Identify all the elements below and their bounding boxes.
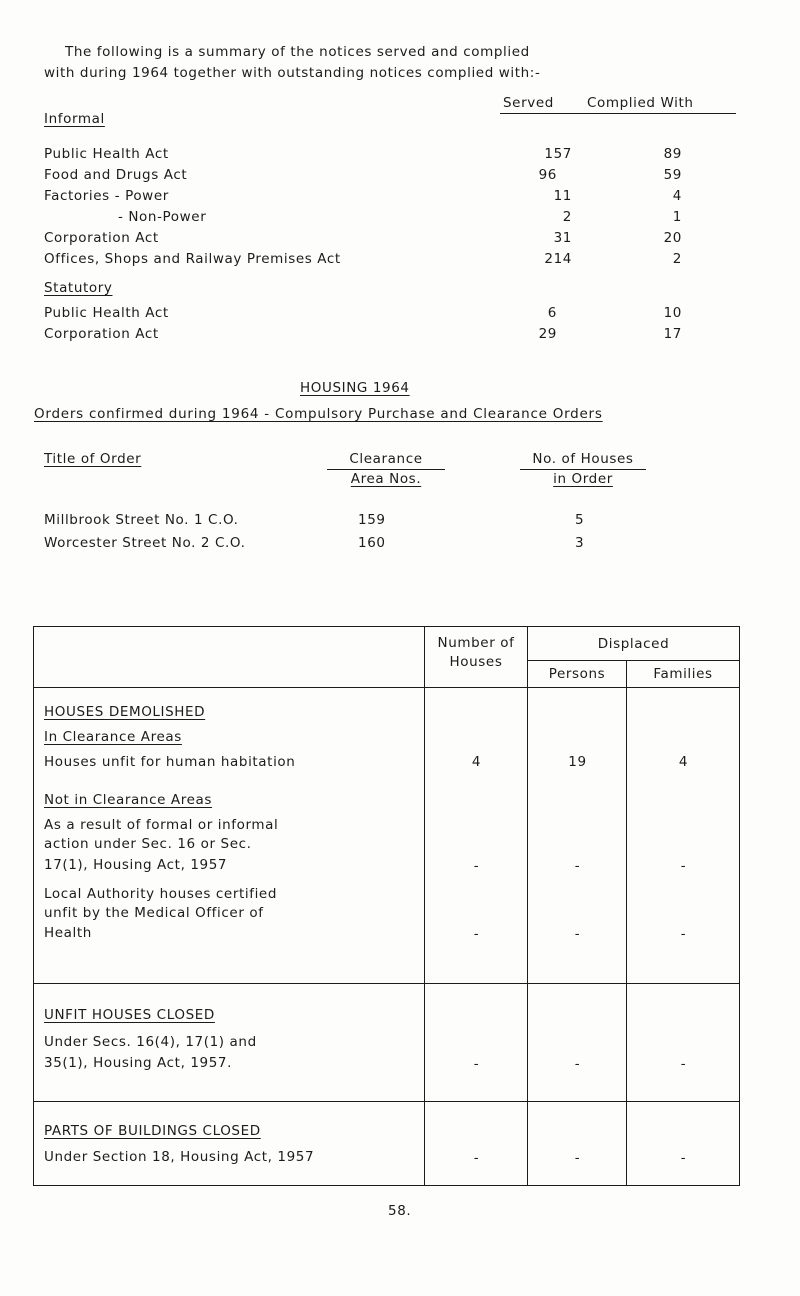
closed-heading: UNFIT HOUSES CLOSED: [44, 1007, 215, 1023]
dash-value: -: [680, 1150, 687, 1166]
notice-complied: 59: [663, 167, 682, 183]
closed-houses-cell: [425, 984, 528, 1102]
dash-value: -: [473, 1056, 480, 1072]
in-clearance-heading: In Clearance Areas: [44, 729, 182, 745]
notice-label: Public Health Act: [44, 146, 169, 162]
unfit-houses-value: 4: [471, 754, 482, 770]
informal-heading: Informal: [44, 111, 105, 127]
notice-label: Public Health Act: [44, 305, 169, 321]
notice-served: 214: [544, 251, 572, 267]
notice-label: - Non-Power: [118, 209, 207, 225]
not-clearance-heading: Not in Clearance Areas: [44, 792, 212, 808]
order-area: 159: [358, 512, 386, 528]
local-line-3: Health: [44, 925, 92, 941]
notice-complied: 20: [663, 230, 682, 246]
notice-served: 29: [538, 326, 557, 342]
notice-complied: 1: [672, 209, 682, 225]
notice-complied: 10: [663, 305, 682, 321]
col-complied-header: Complied With: [587, 95, 694, 111]
notice-complied: 2: [672, 251, 682, 267]
housing-subtitle: Orders confirmed during 1964 - Compulsory Purchase and Clearance Orders: [34, 406, 603, 422]
parts-line-1: Under Section 18, Housing Act, 1957: [44, 1149, 315, 1165]
notice-label: Corporation Act: [44, 326, 159, 342]
notice-label: Corporation Act: [44, 230, 159, 246]
demolished-families-cell: [627, 688, 740, 984]
unfit-persons-value: 19: [568, 754, 587, 770]
dash-value: -: [680, 926, 687, 942]
demolished-houses-cell: [425, 688, 528, 984]
dash-value: -: [574, 1150, 581, 1166]
order-area: 160: [358, 535, 386, 551]
local-line-2: unfit by the Medical Officer of: [44, 905, 264, 921]
intro-line-2: with during 1964 together with outstanding notices complied with:-: [44, 65, 541, 81]
demolished-heading: HOUSES DEMOLISHED: [44, 704, 206, 720]
families-header: [627, 661, 740, 688]
displaced-header: [528, 627, 740, 661]
col-displaced: Displaced: [597, 636, 670, 652]
demolished-cell: [34, 688, 425, 984]
clearance-rule: [327, 469, 445, 470]
demolition-table: [33, 626, 740, 1186]
notice-served: 96: [538, 167, 557, 183]
dash-value: -: [473, 1150, 480, 1166]
houses-rule: [520, 469, 646, 470]
dash-value: -: [574, 926, 581, 942]
col-houses-1: No. of Houses: [532, 451, 634, 467]
result-line-1: As a result of formal or informal: [44, 817, 279, 833]
notice-complied: 4: [672, 188, 682, 204]
parts-heading: PARTS OF BUILDINGS CLOSED: [44, 1123, 261, 1139]
dash-value: -: [680, 1056, 687, 1072]
dash-value: -: [473, 858, 480, 874]
dash-value: -: [680, 858, 687, 874]
closed-cell: [34, 984, 425, 1102]
notice-served: 157: [544, 146, 572, 162]
header-rule: [500, 113, 736, 114]
col-clearance-1: Clearance: [349, 451, 423, 467]
notice-served: 31: [553, 230, 572, 246]
col-persons: Persons: [548, 666, 606, 682]
dash-value: -: [473, 926, 480, 942]
closed-line-2: 35(1), Housing Act, 1957.: [44, 1055, 232, 1071]
parts-cell: [34, 1102, 425, 1186]
persons-header: [528, 661, 627, 688]
notice-complied: 89: [663, 146, 682, 162]
parts-families-cell: [627, 1102, 740, 1186]
unfit-habitation-label: Houses unfit for human habitation: [44, 754, 296, 770]
closed-families-cell: [627, 984, 740, 1102]
parts-houses-cell: [425, 1102, 528, 1186]
local-line-1: Local Authority houses certified: [44, 886, 277, 902]
order-houses: 5: [575, 512, 585, 528]
result-line-2: action under Sec. 16 or Sec.: [44, 836, 252, 852]
statutory-heading: Statutory: [44, 280, 113, 296]
col-clearance-2: Area Nos.: [350, 471, 422, 487]
result-line-3: 17(1), Housing Act, 1957: [44, 857, 228, 873]
closed-line-1: Under Secs. 16(4), 17(1) and: [44, 1034, 257, 1050]
notice-label: Food and Drugs Act: [44, 167, 188, 183]
closed-persons-cell: [528, 984, 627, 1102]
page-number: 58.: [388, 1203, 412, 1219]
col-served-header: Served: [503, 95, 554, 111]
notice-complied: 17: [663, 326, 682, 342]
notice-served: 11: [553, 188, 572, 204]
notice-label: Offices, Shops and Railway Premises Act: [44, 251, 341, 267]
order-houses: 3: [575, 535, 585, 551]
intro-line-1: The following is a summary of the notices served and complied: [65, 44, 530, 60]
col-number-1: Number of: [437, 635, 515, 651]
parts-persons-cell: [528, 1102, 627, 1186]
blank-header-cell: [34, 627, 425, 688]
order-title: Millbrook Street No. 1 C.O.: [44, 512, 239, 528]
col-title-of-order: Title of Order: [44, 451, 142, 467]
col-houses-2: in Order: [553, 471, 613, 487]
col-number-2: Houses: [449, 654, 503, 670]
col-families: Families: [653, 666, 713, 682]
number-of-houses-header: [425, 627, 528, 688]
dash-value: -: [574, 858, 581, 874]
housing-title: HOUSING 1964: [300, 380, 410, 396]
notice-served: 6: [547, 305, 557, 321]
notice-label: Factories - Power: [44, 188, 169, 204]
demolished-persons-cell: [528, 688, 627, 984]
dash-value: -: [574, 1056, 581, 1072]
order-title: Worcester Street No. 2 C.O.: [44, 535, 246, 551]
unfit-families-value: 4: [678, 754, 689, 770]
notice-served: 2: [562, 209, 572, 225]
